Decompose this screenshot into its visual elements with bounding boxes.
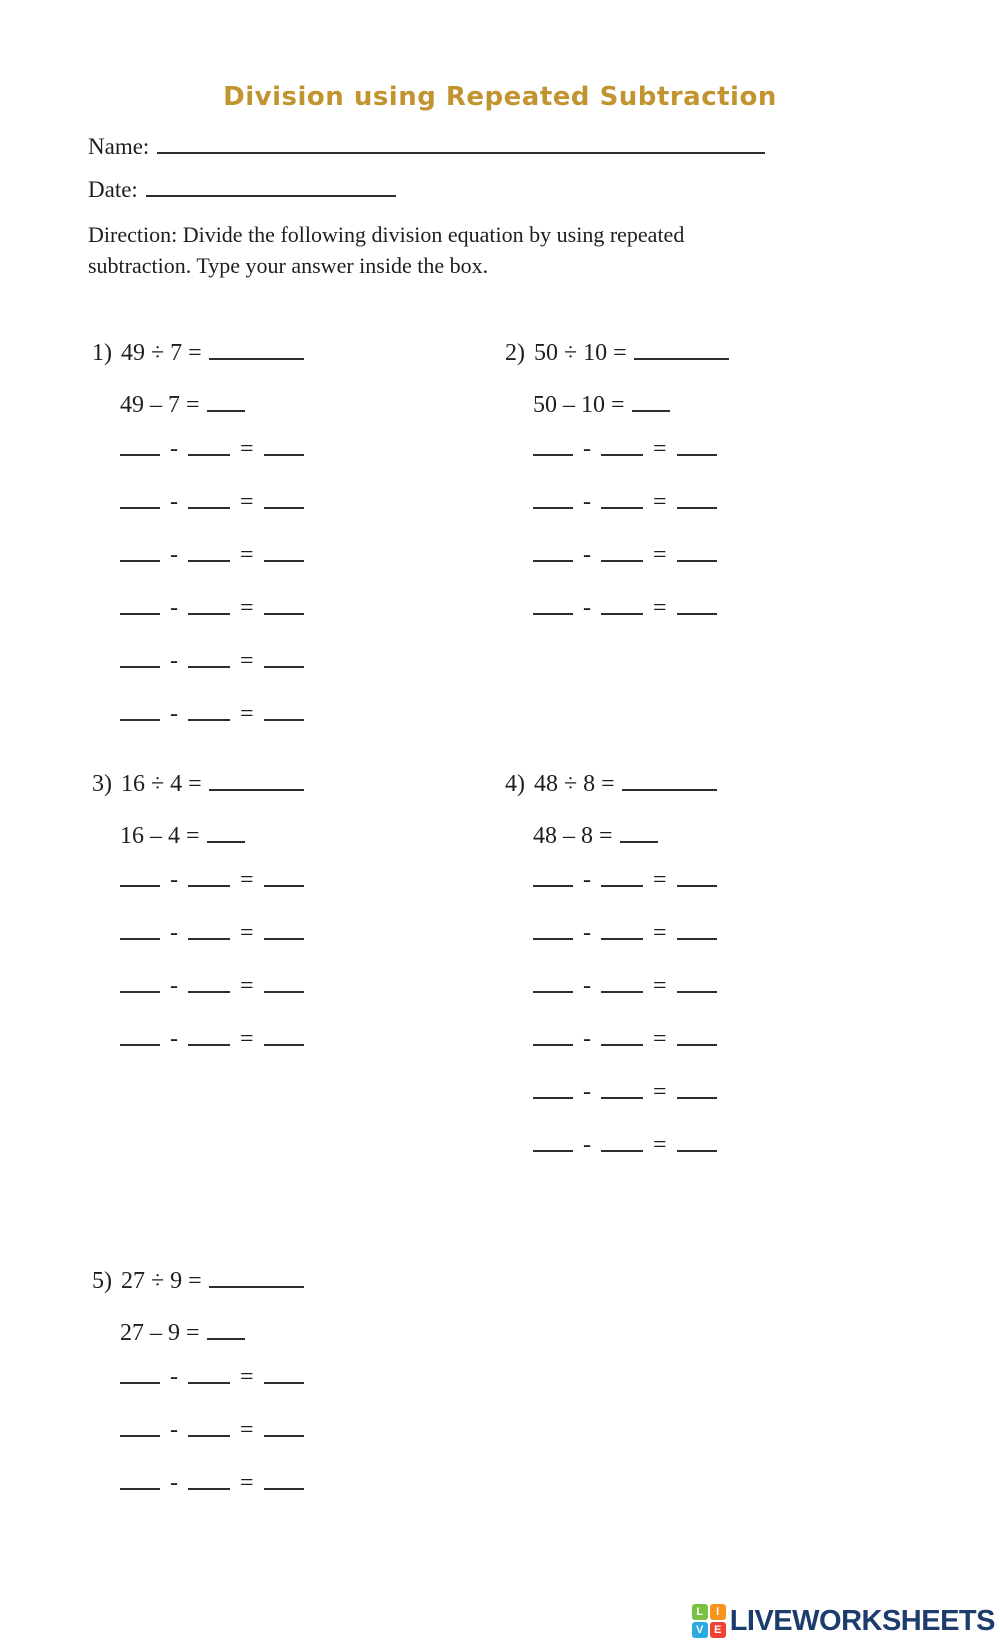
logo-square-e: E — [710, 1622, 726, 1638]
problem-equation: 48 ÷ 8 = — [534, 771, 615, 797]
subtrahend-blank[interactable] — [188, 719, 230, 721]
answer-blank[interactable] — [209, 1286, 304, 1288]
problem-heading — [92, 338, 304, 368]
answer-blank[interactable] — [209, 789, 304, 791]
subtraction-row — [120, 647, 304, 675]
problem-block-5 — [92, 1266, 304, 1522]
minuend-blank[interactable] — [120, 1044, 160, 1046]
problem-equation: 27 ÷ 9 = — [121, 1268, 202, 1294]
subtrahend-blank[interactable] — [188, 1435, 230, 1437]
equals-operator: = — [653, 1132, 667, 1158]
difference-blank[interactable] — [264, 719, 304, 721]
direction-line-2: subtraction. Type your answer inside the box. — [88, 253, 489, 278]
minus-operator: - — [170, 973, 178, 999]
difference-blank[interactable] — [677, 613, 717, 615]
minuend-blank[interactable] — [533, 454, 573, 456]
minuend-blank[interactable] — [120, 1435, 160, 1437]
subtraction-row — [120, 972, 304, 1000]
difference-blank[interactable] — [264, 1488, 304, 1490]
minus-operator: - — [170, 436, 178, 462]
first-step-row — [120, 390, 304, 420]
minus-operator: - — [583, 920, 591, 946]
subtraction-rows — [120, 1363, 304, 1497]
subtrahend-blank[interactable] — [188, 666, 230, 668]
difference-blank[interactable] — [264, 1435, 304, 1437]
logo-square-v: V — [692, 1622, 708, 1638]
problem-equation: 49 ÷ 7 = — [121, 340, 202, 366]
minus-operator: - — [170, 542, 178, 568]
minuend-blank[interactable] — [120, 938, 160, 940]
name-input-blank[interactable] — [157, 152, 765, 154]
date-label: Date: — [88, 177, 138, 202]
subtraction-row — [120, 1416, 304, 1444]
equals-operator: = — [240, 1417, 254, 1443]
minus-operator: - — [583, 489, 591, 515]
subtrahend-blank[interactable] — [601, 1044, 643, 1046]
equals-operator: = — [653, 920, 667, 946]
first-step-row — [533, 821, 717, 851]
minuend-blank[interactable] — [120, 991, 160, 993]
equals-operator: = — [240, 1026, 254, 1052]
subtrahend-blank[interactable] — [601, 1150, 643, 1152]
minuend-blank[interactable] — [120, 1488, 160, 1490]
minus-operator: - — [170, 1364, 178, 1390]
minus-operator: - — [170, 1026, 178, 1052]
equals-operator: = — [240, 1470, 254, 1496]
minuend-blank[interactable] — [120, 719, 160, 721]
minus-operator: - — [583, 1026, 591, 1052]
minuend-blank[interactable] — [533, 1044, 573, 1046]
subtraction-row — [533, 541, 729, 569]
first-step-row — [533, 390, 729, 420]
problem-block-3 — [92, 769, 304, 1078]
first-step-row — [120, 1318, 304, 1348]
subtrahend-blank[interactable] — [188, 1488, 230, 1490]
difference-blank[interactable] — [264, 666, 304, 668]
equals-operator: = — [240, 542, 254, 568]
equals-operator: = — [240, 489, 254, 515]
date-field-row — [88, 175, 396, 205]
problem-number: 4) — [505, 771, 525, 797]
subtrahend-blank[interactable] — [188, 938, 230, 940]
equals-operator: = — [240, 701, 254, 727]
answer-blank[interactable] — [209, 358, 304, 360]
difference-blank[interactable] — [677, 938, 717, 940]
minuend-blank[interactable] — [533, 885, 573, 887]
equals-operator: = — [653, 436, 667, 462]
subtrahend-blank[interactable] — [188, 613, 230, 615]
minuend-blank[interactable] — [120, 666, 160, 668]
difference-blank[interactable] — [264, 885, 304, 887]
equals-operator: = — [240, 867, 254, 893]
difference-blank[interactable] — [677, 885, 717, 887]
subtrahend-blank[interactable] — [601, 1097, 643, 1099]
date-input-blank[interactable] — [146, 195, 396, 197]
minuend-blank[interactable] — [533, 560, 573, 562]
difference-blank[interactable] — [264, 991, 304, 993]
name-label: Name: — [88, 134, 150, 159]
problem-number: 5) — [92, 1268, 112, 1294]
difference-blank[interactable] — [264, 613, 304, 615]
minuend-blank[interactable] — [120, 507, 160, 509]
minus-operator: - — [583, 1132, 591, 1158]
direction-text — [88, 219, 888, 281]
worksheet-title: Division using Repeated Subtraction — [223, 82, 777, 112]
minuend-blank[interactable] — [533, 507, 573, 509]
problem-heading — [505, 338, 729, 368]
first-step-blank[interactable] — [207, 1338, 245, 1340]
subtraction-row — [533, 488, 729, 516]
subtrahend-blank[interactable] — [188, 991, 230, 993]
problem-equation: 50 ÷ 10 = — [534, 340, 627, 366]
first-step-row — [120, 821, 304, 851]
problem-block-4 — [505, 769, 717, 1184]
subtraction-row — [533, 1078, 717, 1106]
subtrahend-blank[interactable] — [188, 885, 230, 887]
name-field-row — [88, 132, 765, 162]
subtraction-row — [120, 1025, 304, 1053]
minus-operator: - — [583, 1079, 591, 1105]
subtraction-row — [533, 866, 717, 894]
problem-heading — [92, 769, 304, 799]
equals-operator: = — [240, 648, 254, 674]
difference-blank[interactable] — [264, 454, 304, 456]
problem-number: 3) — [92, 771, 112, 797]
subtrahend-blank[interactable] — [188, 1382, 230, 1384]
subtraction-row — [533, 972, 717, 1000]
difference-blank[interactable] — [677, 454, 717, 456]
subtraction-rows — [533, 435, 729, 622]
equals-operator: = — [653, 1026, 667, 1052]
equals-operator: = — [240, 1364, 254, 1390]
minus-operator: - — [170, 595, 178, 621]
difference-blank[interactable] — [677, 991, 717, 993]
liveworksheets-logo — [692, 1604, 995, 1638]
first-step-equation: 16 – 4 = — [120, 823, 200, 849]
difference-blank[interactable] — [677, 560, 717, 562]
liveworksheets-grid-icon — [692, 1604, 726, 1638]
first-step-blank[interactable] — [207, 410, 245, 412]
equals-operator: = — [240, 973, 254, 999]
first-step-equation: 50 – 10 = — [533, 392, 625, 418]
minus-operator: - — [583, 595, 591, 621]
subtraction-rows — [120, 866, 304, 1053]
minuend-blank[interactable] — [120, 613, 160, 615]
problem-block-2 — [505, 338, 729, 647]
first-step-equation: 49 – 7 = — [120, 392, 200, 418]
minuend-blank[interactable] — [533, 1097, 573, 1099]
first-step-equation: 48 – 8 = — [533, 823, 613, 849]
first-step-blank[interactable] — [207, 841, 245, 843]
subtraction-row — [120, 700, 304, 728]
subtraction-row — [120, 594, 304, 622]
minus-operator: - — [170, 1417, 178, 1443]
difference-blank[interactable] — [677, 1044, 717, 1046]
equals-operator: = — [240, 595, 254, 621]
minus-operator: - — [170, 867, 178, 893]
equals-operator: = — [653, 1079, 667, 1105]
first-step-blank[interactable] — [632, 410, 670, 412]
equals-operator: = — [653, 542, 667, 568]
equals-operator: = — [653, 595, 667, 621]
problem-number: 1) — [92, 340, 112, 366]
equals-operator: = — [653, 973, 667, 999]
minuend-blank[interactable] — [120, 454, 160, 456]
equals-operator: = — [653, 867, 667, 893]
subtrahend-blank[interactable] — [601, 454, 643, 456]
subtraction-row — [533, 1131, 717, 1159]
minus-operator: - — [583, 867, 591, 893]
minuend-blank[interactable] — [533, 938, 573, 940]
difference-blank[interactable] — [677, 1097, 717, 1099]
first-step-equation: 27 – 9 = — [120, 1320, 200, 1346]
answer-blank[interactable] — [622, 789, 717, 791]
subtraction-row — [120, 1363, 304, 1391]
minuend-blank[interactable] — [533, 1150, 573, 1152]
subtraction-row — [120, 919, 304, 947]
subtraction-row — [120, 866, 304, 894]
direction-line-1: Direction: Divide the following division equation by using repeated — [88, 222, 685, 247]
equals-operator: = — [653, 489, 667, 515]
minuend-blank[interactable] — [120, 885, 160, 887]
subtrahend-blank[interactable] — [188, 507, 230, 509]
minuend-blank[interactable] — [533, 613, 573, 615]
subtraction-row — [533, 1025, 717, 1053]
problem-block-1 — [92, 338, 304, 753]
problem-heading — [505, 769, 717, 799]
equals-operator: = — [240, 920, 254, 946]
difference-blank[interactable] — [264, 507, 304, 509]
subtrahend-blank[interactable] — [188, 560, 230, 562]
problem-number: 2) — [505, 340, 525, 366]
subtraction-row — [533, 435, 729, 463]
minus-operator: - — [583, 973, 591, 999]
minus-operator: - — [170, 701, 178, 727]
minus-operator: - — [170, 1470, 178, 1496]
minuend-blank[interactable] — [533, 991, 573, 993]
minus-operator: - — [583, 542, 591, 568]
difference-blank[interactable] — [264, 560, 304, 562]
difference-blank[interactable] — [264, 938, 304, 940]
difference-blank[interactable] — [264, 1382, 304, 1384]
logo-square-i: I — [710, 1604, 726, 1620]
subtraction-row — [120, 435, 304, 463]
subtraction-row — [120, 1469, 304, 1497]
subtraction-rows — [120, 435, 304, 728]
problem-heading — [92, 1266, 304, 1296]
subtrahend-blank[interactable] — [601, 991, 643, 993]
minuend-blank[interactable] — [120, 560, 160, 562]
minus-operator: - — [170, 489, 178, 515]
subtraction-row — [533, 919, 717, 947]
liveworksheets-wordmark: LIVEWORKSHEETS — [729, 1604, 995, 1637]
subtraction-rows — [533, 866, 717, 1159]
answer-blank[interactable] — [634, 358, 729, 360]
subtraction-row — [533, 594, 729, 622]
minus-operator: - — [170, 920, 178, 946]
subtrahend-blank[interactable] — [188, 454, 230, 456]
difference-blank[interactable] — [264, 1044, 304, 1046]
problem-equation: 16 ÷ 4 = — [121, 771, 202, 797]
equals-operator: = — [240, 436, 254, 462]
subtraction-row — [120, 541, 304, 569]
subtrahend-blank[interactable] — [601, 613, 643, 615]
logo-square-l: L — [692, 1604, 708, 1620]
minuend-blank[interactable] — [120, 1382, 160, 1384]
difference-blank[interactable] — [677, 507, 717, 509]
first-step-blank[interactable] — [620, 841, 658, 843]
minus-operator: - — [583, 436, 591, 462]
subtrahend-blank[interactable] — [601, 885, 643, 887]
subtrahend-blank[interactable] — [188, 1044, 230, 1046]
difference-blank[interactable] — [677, 1150, 717, 1152]
subtrahend-blank[interactable] — [601, 507, 643, 509]
subtraction-row — [120, 488, 304, 516]
minus-operator: - — [170, 648, 178, 674]
subtrahend-blank[interactable] — [601, 560, 643, 562]
subtrahend-blank[interactable] — [601, 938, 643, 940]
